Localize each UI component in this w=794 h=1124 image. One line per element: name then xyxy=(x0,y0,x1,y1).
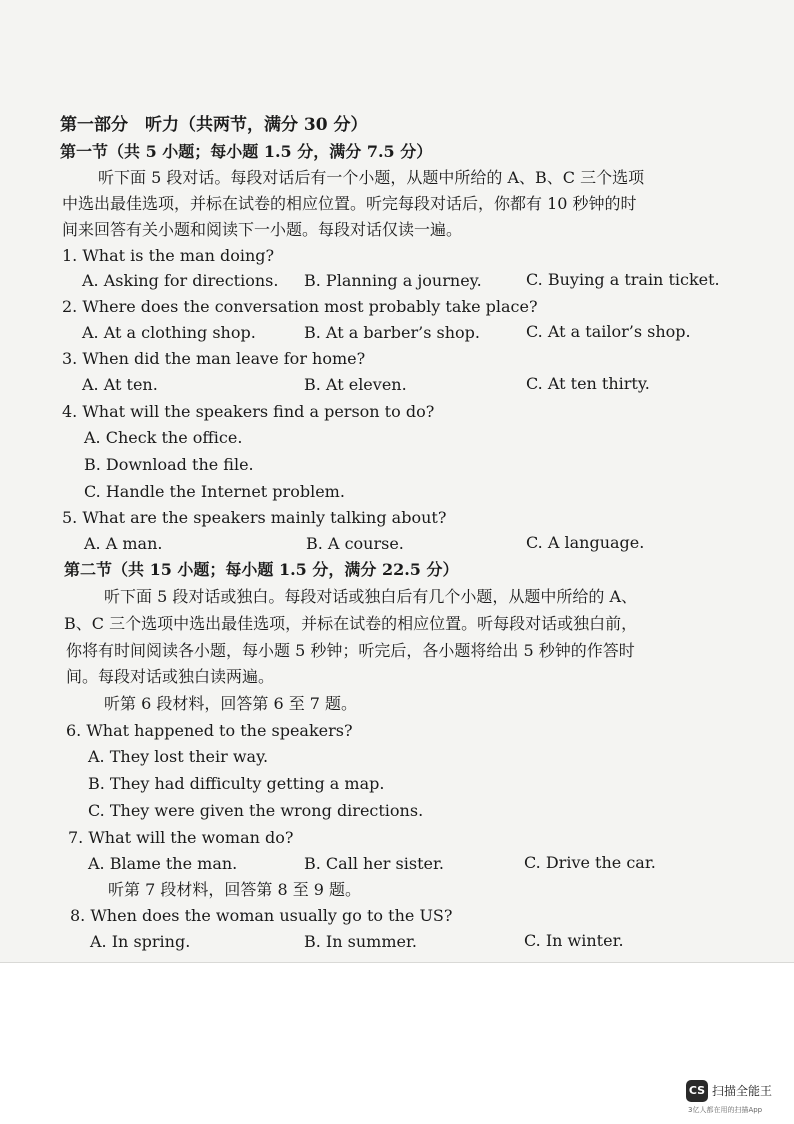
q5-option-b: B. A course. xyxy=(306,534,404,553)
section2-title: 第二节（共 15 小题；每小题 1.5 分，满分 22.5 分） xyxy=(64,560,459,579)
section1-instruction-line: 间来回答有关小题和阅读下一小题。每段对话仅读一遍。 xyxy=(62,220,463,239)
section2-instruction-line: 你将有时间阅读各小题，每小题 5 秒钟；听完后，各小题将给出 5 秒钟的作答时 xyxy=(66,641,635,660)
section2-instruction-line: 听下面 5 段对话或独白。每段对话或独白后有几个小题，从题中所给的 A、 xyxy=(104,587,637,606)
q6-option-c: C. They were given the wrong directions. xyxy=(88,801,424,820)
q8-option-a: A. In spring. xyxy=(90,932,191,951)
scanner-watermark xyxy=(686,1080,786,1120)
q7-option-a: A. Blame the man. xyxy=(88,854,238,873)
question-2: 2. Where does the conversation most probably take place? xyxy=(62,297,538,316)
material-7-note: 听第 7 段材料，回答第 8 至 9 题。 xyxy=(108,880,362,899)
question-6: 6. What happened to the speakers? xyxy=(66,721,353,740)
q4-option-b: B. Download the file. xyxy=(84,455,254,474)
q8-option-c: C. In winter. xyxy=(524,931,624,950)
q1-option-b: B. Planning a journey. xyxy=(304,271,482,290)
q6-option-b: B. They had difficulty getting a map. xyxy=(88,774,385,793)
q1-option-a: A. Asking for directions. xyxy=(82,271,279,290)
question-8: 8. When does the woman usually go to the US? xyxy=(70,906,453,925)
watermark-app-name: 扫描全能王 xyxy=(712,1084,773,1098)
q3-option-b: B. At eleven. xyxy=(304,375,407,394)
q2-option-a: A. At a clothing shop. xyxy=(82,323,256,342)
question-4: 4. What will the speakers find a person to do? xyxy=(62,402,435,421)
question-7: 7. What will the woman do? xyxy=(68,828,294,847)
section1-title: 第一节（共 5 小题；每小题 1.5 分，满分 7.5 分） xyxy=(60,142,433,161)
question-3: 3. When did the man leave for home? xyxy=(62,349,366,368)
q7-option-b: B. Call her sister. xyxy=(304,854,444,873)
q5-option-a: A. A man. xyxy=(84,534,163,553)
q2-option-c: C. At a tailor’s shop. xyxy=(526,322,691,341)
part-title: 第一部分 听力（共两节，满分 30 分） xyxy=(60,115,368,135)
watermark-tagline: 3亿人都在用的扫描App xyxy=(688,1106,763,1114)
q3-option-c: C. At ten thirty. xyxy=(526,374,650,393)
q4-option-c: C. Handle the Internet problem. xyxy=(84,482,345,501)
q1-option-c: C. Buying a train ticket. xyxy=(526,270,720,289)
section2-instruction-line: 间。每段对话或独白读两遍。 xyxy=(66,667,275,686)
q4-option-a: A. Check the office. xyxy=(84,428,243,447)
camscanner-logo-icon: CS xyxy=(686,1080,708,1102)
question-1: 1. What is the man doing? xyxy=(62,246,275,265)
q6-option-a: A. They lost their way. xyxy=(88,747,269,766)
question-5: 5. What are the speakers mainly talking about? xyxy=(62,508,447,527)
section1-instruction-line: 听下面 5 段对话。每段对话后有一个小题，从题中所给的 A、B、C 三个选项 xyxy=(98,168,645,187)
material-6-note: 听第 6 段材料，回答第 6 至 7 题。 xyxy=(104,694,358,713)
section2-instruction-line: B、C 三个选项中选出最佳选项，并标在试卷的相应位置。听每段对话或独白前， xyxy=(64,614,638,633)
q8-option-b: B. In summer. xyxy=(304,932,417,951)
q5-option-c: C. A language. xyxy=(526,533,645,552)
q7-option-c: C. Drive the car. xyxy=(524,853,656,872)
section1-instruction-line: 中选出最佳选项，并标在试卷的相应位置。听完每段对话后，你都有 10 秒钟的时 xyxy=(62,194,637,213)
q3-option-a: A. At ten. xyxy=(82,375,158,394)
q2-option-b: B. At a barber’s shop. xyxy=(304,323,480,342)
